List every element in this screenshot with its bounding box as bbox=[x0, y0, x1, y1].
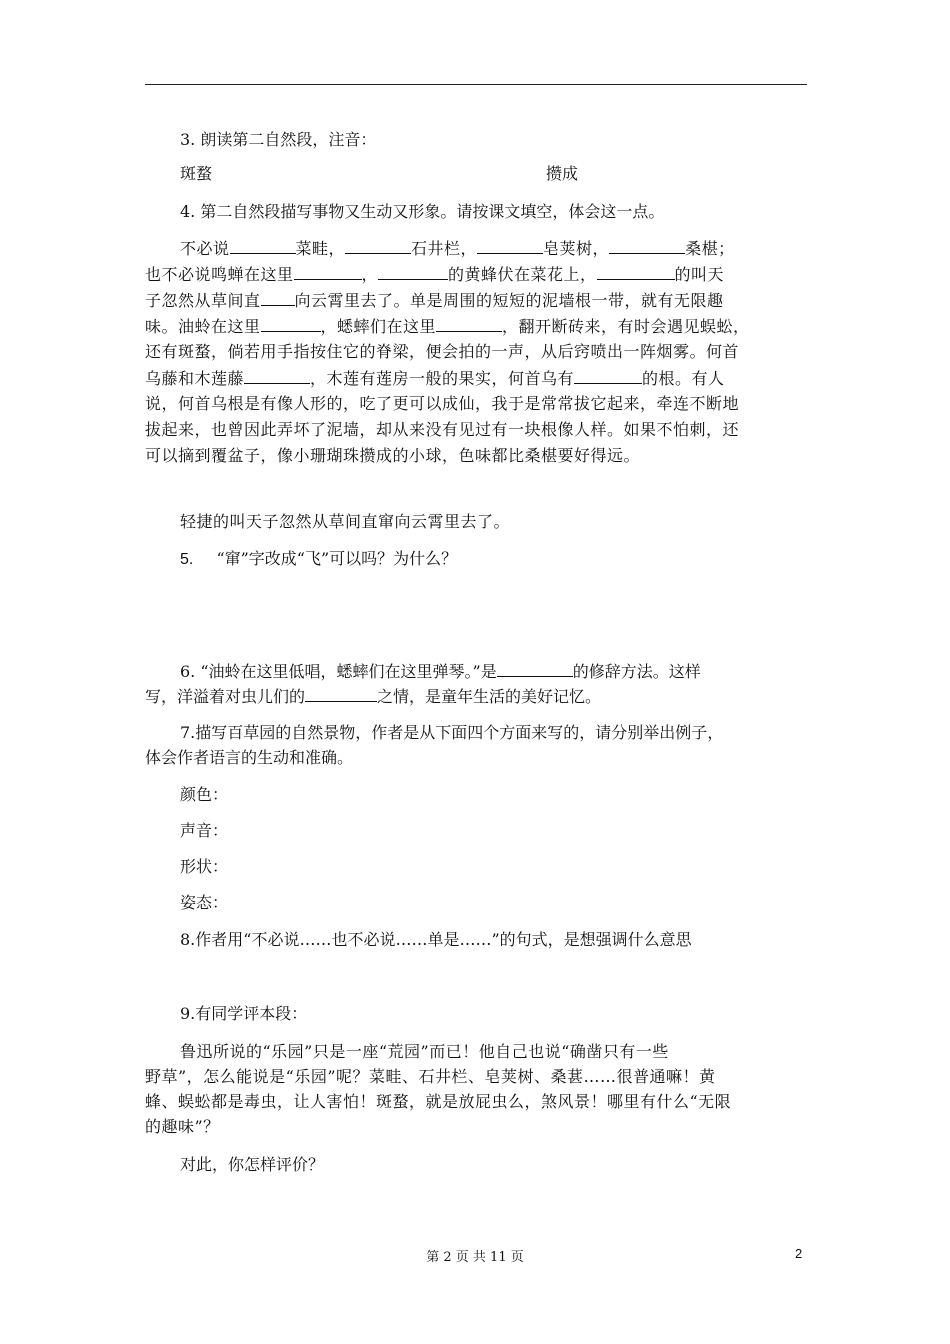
q8-question: 8.作者用“不必说……也不必说……单是……”的句式，是想强调什么意思 bbox=[180, 930, 692, 949]
passage-text: ，蟋蟀们在这里 bbox=[320, 317, 437, 336]
passage-text: ，翻开断砖来，有时会遇见蜈蚣， bbox=[502, 317, 750, 336]
passage-text: 皂荚树， bbox=[543, 239, 610, 258]
q4-passage-line bbox=[145, 417, 807, 443]
q9-quote-line-1: 鲁迅所说的“乐园”只是一座“荒园”而已！他自己也说“确凿只有一些 bbox=[180, 1042, 669, 1061]
q3-title: 3. 朗读第二自然段，注音： bbox=[180, 130, 377, 149]
q4-passage-line bbox=[145, 339, 807, 365]
q6-text-d: 之情，是童年生活的美好记忆。 bbox=[377, 687, 602, 706]
q9-quote-line-4: 的趣味”？ bbox=[145, 1117, 220, 1136]
q5-number: 5. bbox=[180, 551, 194, 568]
passage-text: 还有斑蝥，倘若用手指按住它的脊梁，便会拍的一声，从后窍喷出一阵烟雾。何首 bbox=[145, 342, 740, 361]
page-number: 2 bbox=[795, 1246, 803, 1261]
passage-text: 的叫天 bbox=[674, 265, 725, 284]
fill-blank[interactable] bbox=[436, 313, 502, 332]
q6-line-2 bbox=[145, 683, 807, 710]
passage-text: 味。油蛉在这里 bbox=[145, 317, 261, 336]
fill-blank[interactable] bbox=[261, 313, 321, 332]
passage-text: 菜畦， bbox=[295, 239, 346, 258]
q4-passage-line bbox=[145, 313, 807, 340]
q5-text: “窜”字改成“飞”可以吗？为什么？ bbox=[216, 549, 458, 568]
passage-text: 的根。有人 bbox=[642, 369, 725, 388]
q6-blank-2[interactable] bbox=[305, 683, 377, 702]
fill-blank[interactable] bbox=[477, 235, 543, 254]
passage-text: 不必说 bbox=[180, 239, 230, 258]
passage-text: 可以摘到覆盆子，像小珊瑚珠攒成的小球，色味都比桑椹要好得远。 bbox=[145, 446, 641, 465]
q6-text-a: 6. “油蛉在这里低唱，蟋蟀们在这里弹琴。”是 bbox=[180, 662, 497, 681]
passage-text: 说，何首乌根是有像人形的，吃了更可以成仙，我于是常常拔它起来，牵连不断地 bbox=[145, 394, 740, 413]
q3-word-1: 斑蝥 bbox=[180, 164, 213, 183]
fill-blank[interactable] bbox=[261, 287, 295, 306]
fill-blank[interactable] bbox=[244, 365, 310, 384]
q4-passage-line bbox=[145, 443, 807, 469]
fill-blank[interactable] bbox=[597, 261, 675, 280]
q7-item-color: 颜色： bbox=[180, 785, 229, 804]
q7-item-shape: 形状： bbox=[180, 857, 229, 876]
quote-sentence: 轻捷的叫天子忽然从草间直窜向云霄里去了。 bbox=[180, 512, 511, 531]
passage-text: 的黄蜂伏在菜花上， bbox=[448, 265, 597, 284]
q5-question bbox=[180, 546, 807, 573]
q3-word-2: 攒成 bbox=[546, 164, 579, 183]
passage-text: 桑椹； bbox=[685, 239, 735, 258]
passage-text: 子忽然从草间直 bbox=[145, 291, 261, 310]
q6-text-c: 写，洋溢着对虫儿们的 bbox=[145, 687, 306, 706]
q6-line-1 bbox=[180, 658, 807, 685]
q4-passage-line bbox=[145, 365, 807, 392]
fill-blank[interactable] bbox=[609, 235, 685, 254]
passage-text: 石井栏， bbox=[411, 239, 478, 258]
fill-blank[interactable] bbox=[230, 235, 296, 254]
passage-text: 也不必说鸣蝉在这里 bbox=[145, 265, 294, 284]
passage-text: ， bbox=[361, 265, 379, 284]
passage-text: 乌藤和木莲藤 bbox=[145, 369, 245, 388]
q4-title: 4. 第二自然段描写事物又生动又形象。请按课文填空，体会这一点。 bbox=[180, 202, 665, 221]
page-footer-label: 第 2 页 共 11 页 bbox=[426, 1250, 524, 1265]
q7-item-sound: 声音： bbox=[180, 821, 229, 840]
q9-title: 9.有同学评本段： bbox=[180, 1004, 308, 1023]
q4-passage-line bbox=[180, 235, 807, 262]
fill-blank[interactable] bbox=[574, 365, 642, 384]
q6-blank-1[interactable] bbox=[497, 658, 573, 677]
q4-passage-line bbox=[145, 287, 807, 314]
q9-quote-line-2: 野草”，怎么能说是“乐园”呢？菜畦、石井栏、皂荚树、桑葚……很普通嘛！黄 bbox=[145, 1067, 716, 1086]
q4-passage-line bbox=[145, 391, 807, 417]
q9-ask: 对此，你怎样评价？ bbox=[180, 1155, 325, 1174]
passage-text: 拔起来，也曾因此弄坏了泥墙，却从来没有见过有一块根像人样。如果不怕刺，还 bbox=[145, 420, 740, 439]
passage-text: ，木莲有莲房一般的果实，何首乌有 bbox=[310, 369, 575, 388]
q7-line-2: 体会作者语言的生动和准确。 bbox=[145, 748, 354, 767]
fill-blank[interactable] bbox=[294, 261, 362, 280]
q6-text-b: 的修辞方法。这样 bbox=[572, 662, 701, 681]
q9-quote-line-3: 蜂、蜈蚣都是毒虫，让人害怕！斑蝥，就是放屁虫么，煞风景！哪里有什么“无限 bbox=[145, 1092, 732, 1111]
passage-text: 向云霄里去了。单是周围的短短的泥墙根一带，就有无限趣 bbox=[294, 291, 724, 310]
fill-blank[interactable] bbox=[345, 235, 411, 254]
header-rule bbox=[145, 84, 807, 85]
q7-line-1: 7.描写百草园的自然景物，作者是从下面四个方面来写的，请分别举出例子， bbox=[180, 723, 724, 742]
q4-passage-line bbox=[145, 261, 807, 288]
q7-item-posture: 姿态： bbox=[180, 893, 229, 912]
fill-blank[interactable] bbox=[378, 261, 448, 280]
